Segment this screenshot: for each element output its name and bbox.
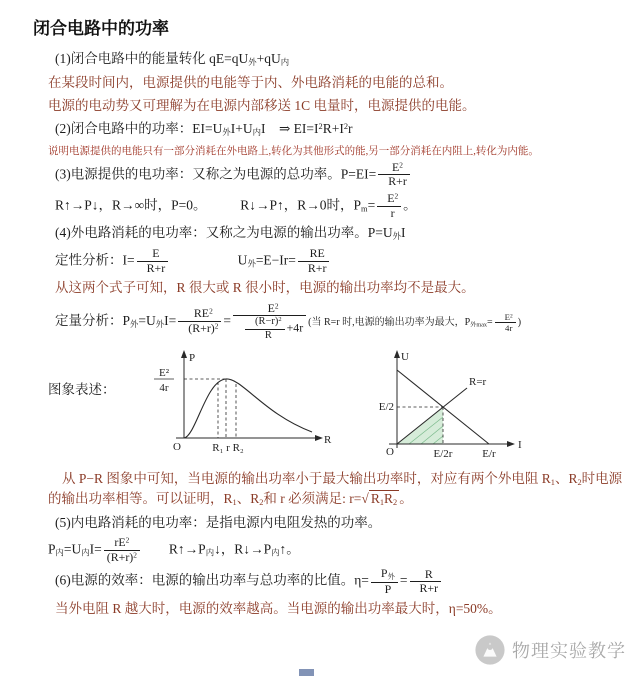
- watermark-logo-icon: [474, 634, 506, 666]
- efficiency-conclusion: 当外电阻 R 越大时，电源的效率越高。当电源的输出功率最大时，η=50%。: [55, 601, 502, 617]
- origin-label: O: [172, 440, 181, 453]
- quantitative-analysis-line: 定量分析：$P_外=U_外I=$ $\frac{RE^2}{(R+r)^2}$ = $E^2$ $\frac{(R-r)^2}{R}$ +4r (当 R=r 时,电源的输出功率为最大，$P_{外max}=$ $\frac{E^2}{4r}$ ): [55, 300, 522, 341]
- item5-formula-line: $P_内=U_内I=$ $\frac{rE^2}{(R+r)^2}$ $R↑\to P_内↓$，$R↓\to P_内↑$。: [48, 535, 300, 564]
- line-slope-label: R=r: [468, 375, 486, 388]
- graphs-row: [48, 348, 630, 466]
- p-axis-arrow: [181, 350, 187, 358]
- max-current-tick: E/r: [481, 447, 496, 460]
- p-axis-label: P: [188, 351, 195, 364]
- item5-internal-power: (5)内电路消耗的电功率：是指电源内电阻发热的功率。: [55, 514, 382, 530]
- item2-power-equation: (2)闭合电路中的功率：$EI=U_外I+U_内I$ ⇒ $EI=I^2R+I^2r$: [55, 121, 353, 138]
- i-axis-arrow: [507, 441, 515, 447]
- item1-energy-conversion: (1)闭合电路中的能量转化 $qE=qU_外+qU_内$: [55, 51, 290, 68]
- power-vs-resistance-graph: [142, 348, 337, 460]
- max-power-numerator: E²: [158, 366, 169, 379]
- item4-output-power: (4)外电路消耗的电功率：又称之为电源的输出功率。$P=U_外I$: [55, 225, 406, 242]
- r-axis-arrow: [315, 435, 323, 441]
- max-power-denominator: 4r: [158, 381, 169, 394]
- r-axis-label: R: [323, 433, 331, 446]
- item3-total-power: (3)电源提供的电功率：又称之为电源的总功率。P=EI= $\frac{E^2}{R+r}$: [48, 161, 630, 189]
- u-axis-label: U: [400, 350, 409, 363]
- cropped-watermark-fragment: [299, 669, 314, 676]
- u-axis-arrow: [394, 350, 400, 358]
- item3-limits-line: R↑→P↓，R→∞时，P=0。 R↓→P↑，R→0时，$P_m=$ $\frac{E^2}{r}$ 。: [55, 191, 417, 220]
- origin-label: O: [385, 445, 394, 458]
- graphs-label: 图象表述：: [48, 381, 116, 397]
- r-axis-ticks: R₁ r R₂: [211, 441, 244, 454]
- pr-graph-conclusion: 从 P−R 图象中可知，当电源的输出功率小于最大输出功率时，对应有两个外电阻 $R_1$、$R_2$时电源的输出功率相等。可以证明，$R_1$、$R_2$和 r 必须满足: r=√ $R_1R_2$ 。: [48, 470, 623, 508]
- item1-explanation-b: 电源的电动势又可理解为在电源内部移送 1C 电量时，电源提供的电能。: [48, 97, 476, 113]
- i-axis-label: I: [517, 438, 522, 451]
- output-power-curve: [184, 379, 312, 438]
- item1-explanation-a: 在某段时间内，电源提供的电能等于内、外电路消耗的电能的总和。: [48, 74, 453, 90]
- half-current-tick: E/2r: [433, 447, 452, 460]
- item2-note: 说明电源提供的电能只有一部分消耗在外电路上,转化为其他形式的能,另一部分消耗在内阻上,转化为内能。: [48, 145, 539, 157]
- conclusion-line: 从这两个式子可知，R 很大或 R 很小时，电源的输出功率均不是最大。: [55, 280, 475, 296]
- voltage-vs-current-graph: [363, 348, 528, 466]
- qualitative-analysis-line: 定性分析：I= $\frac{E}{R+r}$ $U_外=E-Ir=$ $\frac{RE}{R+r}$: [48, 247, 630, 275]
- half-emf-tick: E/2: [378, 400, 394, 413]
- page-title: 闭合电路中的功率: [33, 19, 169, 38]
- item6-efficiency: (6)电源的效率：电源的输出功率与总功率的比值。η= $\frac{P_外}{P}$ = $\frac{R}{R+r}$: [48, 567, 630, 596]
- watermark-text: 物理实验教学: [512, 641, 626, 661]
- watermark: [474, 634, 626, 666]
